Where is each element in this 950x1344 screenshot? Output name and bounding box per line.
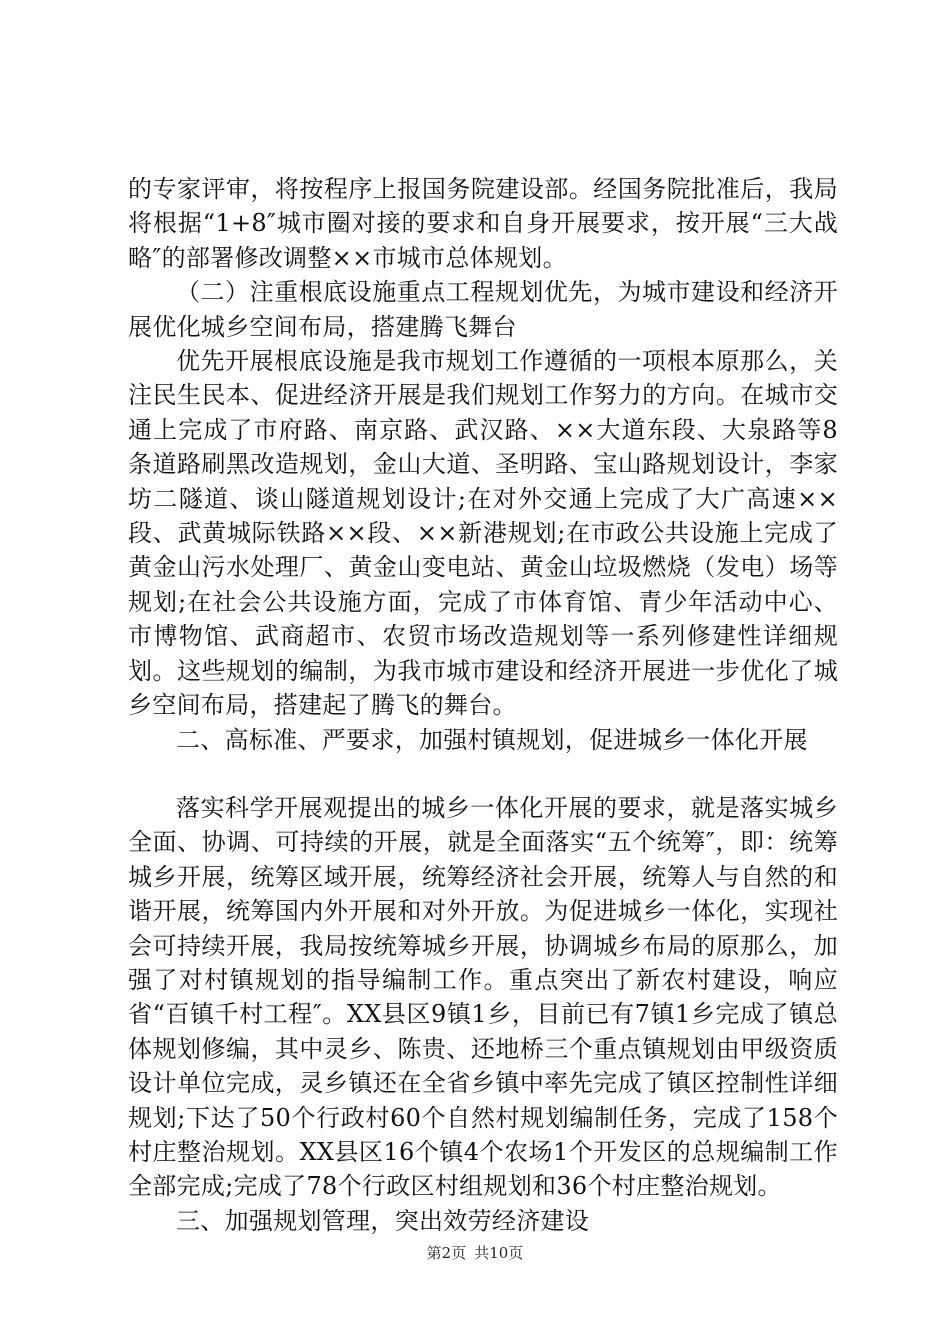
page-total: 共10页: [474, 1244, 524, 1262]
section-heading-two: 二、高标准、严要求，加强村镇规划，促进城乡一体化开展: [176, 725, 808, 754]
document-body: [128, 172, 838, 1238]
paragraph-rural-planning: 落实科学开展观提出的城乡一体化开展的要求，就是落实城乡全面、协调、可持续的开展，就是全面落实“五个统筹″，即：统筹城乡开展，统筹区域开展，统筹经济社会开展，统筹人与自然的和谐开展，统筹国内外开展和对外开放。为促进城乡一体化，实现社会可持续开展，我局按统筹城乡开展，协调城乡布局的原那么，加强了对村镇规划的指导编制工作。重点突出了新农村建设，响应省“百镇千村工程″。XX县区9镇1乡，目前已有7镇1乡完成了镇总体规划修编，其中灵乡、陈贵、还地桥三个重点镇规划由甲级资质设计单位完成，灵乡镇还在全省乡镇中率先完成了镇区控制性详细规划;下达了50个行政村60个自然村规划编制任务，完成了158个村庄整治规划。XX县区16个镇4个农场1个开发区的总规编制工作全部完成;完成了78个行政区村组规划和36个村庄整治规划。: [128, 793, 838, 1201]
section-heading-three: 三、加强规划管理，突出效劳经济建设: [176, 1206, 590, 1235]
paragraph-continuation: 的专家评审，将按程序上报国务院建设部。经国务院批准后，我局将根据“1+8″城市圈对接的要求和自身开展要求，按开展“三大战略″的部署修改调整××市城市总体规划。: [128, 175, 838, 272]
page-footer: [0, 1243, 950, 1263]
section-subheading: （二）注重根底设施重点工程规划优先，为城市建设和经济开展优化城乡空间布局，搭建腾飞舞台: [128, 278, 838, 341]
paragraph-infrastructure: 优先开展根底设施是我市规划工作遵循的一项根本原那么，关注民生民本、促进经济开展是我们规划工作努力的方向。在城市交通上完成了市府路、南京路、武汉路、××大道东段、大泉路等8条道路刷黑改造规划，金山大道、圣明路、宝山路规划设计，李家坊二隧道、谈山隧道规划设计;在对外交通上完成了大广高速××段、武黄城际铁路××段、××新港规划;在市政公共设施上完成了黄金山污水处理厂、黄金山变电站、黄金山垃圾燃烧（发电）场等规划;在社会公共设施方面，完成了市体育馆、青少年活动中心、市博物馆、武商超市、农贸市场改造规划等一系列修建性详细规划。这些规划的编制，为我市城市建设和经济开展进一步优化了城乡空间布局，搭建起了腾飞的舞台。: [128, 347, 838, 720]
page-number: 第2页: [426, 1244, 467, 1262]
